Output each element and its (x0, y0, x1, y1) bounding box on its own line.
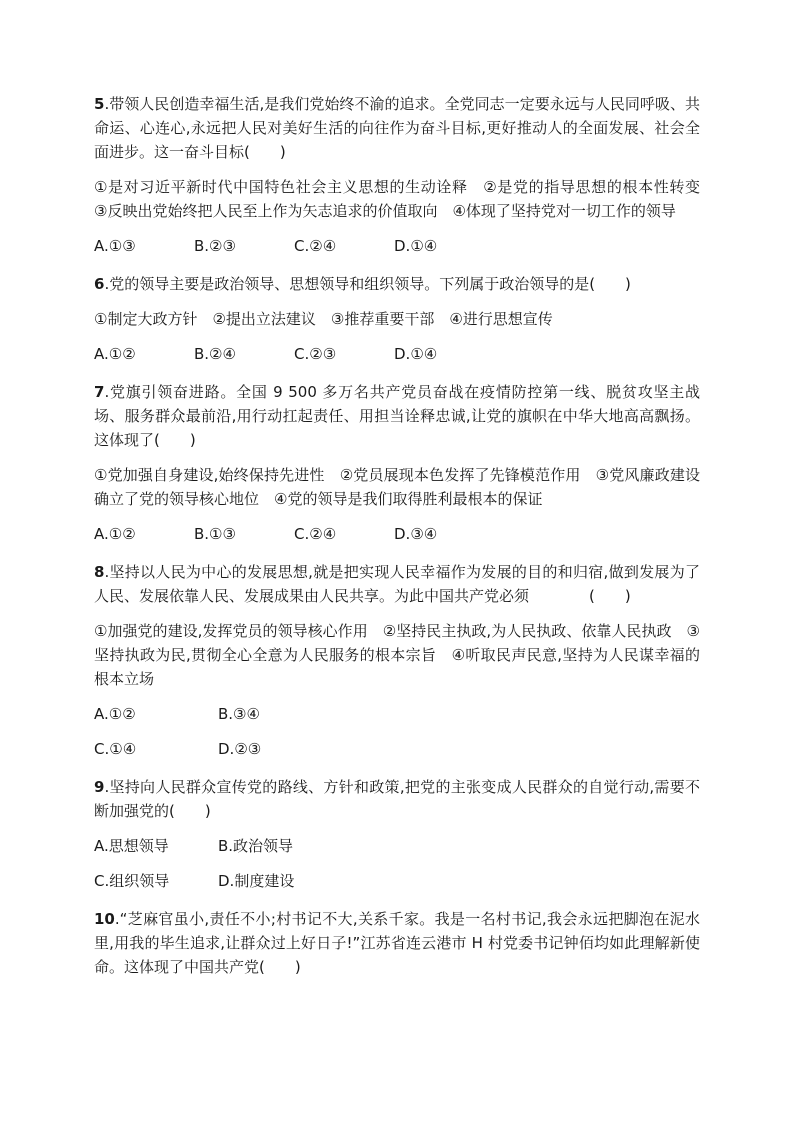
option-a[interactable]: A.①② (94, 525, 136, 543)
option-d[interactable]: D.制度建设 (218, 872, 295, 890)
option-a[interactable]: A.①② (94, 345, 136, 363)
option-c[interactable]: C.组织领导 (94, 872, 170, 890)
answer-options (94, 342, 700, 366)
question-10 (94, 907, 700, 979)
option-b[interactable]: B.②③ (194, 237, 236, 255)
option-d[interactable]: D.③④ (394, 525, 438, 543)
question-statements: ①加强党的建设,发挥党员的领导核心作用 ②坚持民主执政,为人民执政、依靠人民执政 ③坚持执政为民,贯彻全心全意为人民服务的根本宗旨 ④听取民声民意,坚持为人民谋幸福的根本立场 (94, 622, 700, 688)
question-7 (94, 380, 700, 546)
question-statements: ①制定大政方针 ②提出立法建议 ③推荐重要干部 ④进行思想宣传 (94, 310, 553, 328)
question-6 (94, 272, 700, 366)
question-number: 9 (94, 778, 105, 796)
question-text: .党的领导主要是政治领导、思想领导和组织领导。下列属于政治领导的是( ) (104, 275, 631, 293)
question-number: 7 (94, 383, 105, 401)
question-text: .党旗引领奋进路。全国 9 500 多万名共产党员奋战在疫情防控第一线、脱贫攻坚主战场、服务群众最前沿,用行动扛起责任、用担当诠释忠诚,让党的旗帜在中华大地高高飘扬。这体现了( ) (94, 383, 700, 449)
question-statements: ①是对习近平新时代中国特色社会主义思想的生动诠释 ②是党的指导思想的根本性转变 ③反映出党始终把人民至上作为矢志追求的价值取向 ④体现了坚持党对一切工作的领导 (94, 178, 716, 220)
question-9 (94, 775, 700, 893)
question-number: 8 (94, 563, 105, 581)
option-c[interactable]: C.②③ (294, 345, 337, 363)
question-number: 5 (94, 95, 105, 113)
question-number: 10 (94, 910, 115, 928)
option-d[interactable]: D.②③ (218, 740, 262, 758)
option-c[interactable]: C.①④ (94, 740, 137, 758)
option-c[interactable]: C.②④ (294, 237, 337, 255)
question-stem (94, 907, 700, 979)
answer-options (94, 834, 700, 893)
option-a[interactable]: A.①③ (94, 237, 136, 255)
question-text: .带领人民创造幸福生活,是我们党始终不渝的追求。全党同志一定要永远与人民同呼吸、共命运、心连心,永远把人民对美好生活的向往作为奋斗目标,更好推动人的全面发展、社会全面进步。这一奋斗目标( ) (94, 95, 700, 161)
question-statements: ①党加强自身建设,始终保持先进性 ②党员展现本色发挥了先锋模范作用 ③党风廉政建设确立了党的领导核心地位 ④党的领导是我们取得胜利最根本的保证 (94, 466, 700, 508)
answer-options (94, 522, 700, 546)
option-a[interactable]: A.①② (94, 705, 136, 723)
question-stem (94, 92, 700, 164)
question-text: .坚持向人民群众宣传党的路线、方针和政策,把党的主张变成人民群众的自觉行动,需要不断加强党的( ) (94, 778, 700, 820)
option-b[interactable]: B.政治领导 (218, 837, 294, 855)
question-stem (94, 272, 700, 296)
answer-options (94, 702, 700, 761)
option-d[interactable]: D.①④ (394, 237, 438, 255)
option-a[interactable]: A.思想领导 (94, 837, 169, 855)
exam-page (94, 92, 716, 979)
question-stem (94, 775, 700, 823)
question-number: 6 (94, 275, 105, 293)
option-b[interactable]: B.③④ (218, 705, 260, 723)
question-stem (94, 380, 700, 452)
option-d[interactable]: D.①④ (394, 345, 438, 363)
answer-options (94, 234, 700, 258)
question-stem (94, 560, 700, 608)
option-b[interactable]: B.②④ (194, 345, 236, 363)
question-text: .坚持以人民为中心的发展思想,就是把实现人民幸福作为发展的目的和归宿,做到发展为了人民、发展依靠人民、发展成果由人民共享。为此中国共产党必须 ( ) (94, 563, 700, 605)
question-8 (94, 560, 700, 761)
option-c[interactable]: C.②④ (294, 525, 337, 543)
question-5 (94, 92, 716, 258)
option-b[interactable]: B.①③ (194, 525, 236, 543)
question-text: .“芝麻官虽小,责任不小;村书记不大,关系千家。我是一名村书记,我会永远把脚泡在泥水里,用我的毕生追求,让群众过上好日子!”江苏省连云港市 H 村党委书记钟佰均如此理解新使命。这体现了中国共产党( ) (94, 910, 700, 976)
